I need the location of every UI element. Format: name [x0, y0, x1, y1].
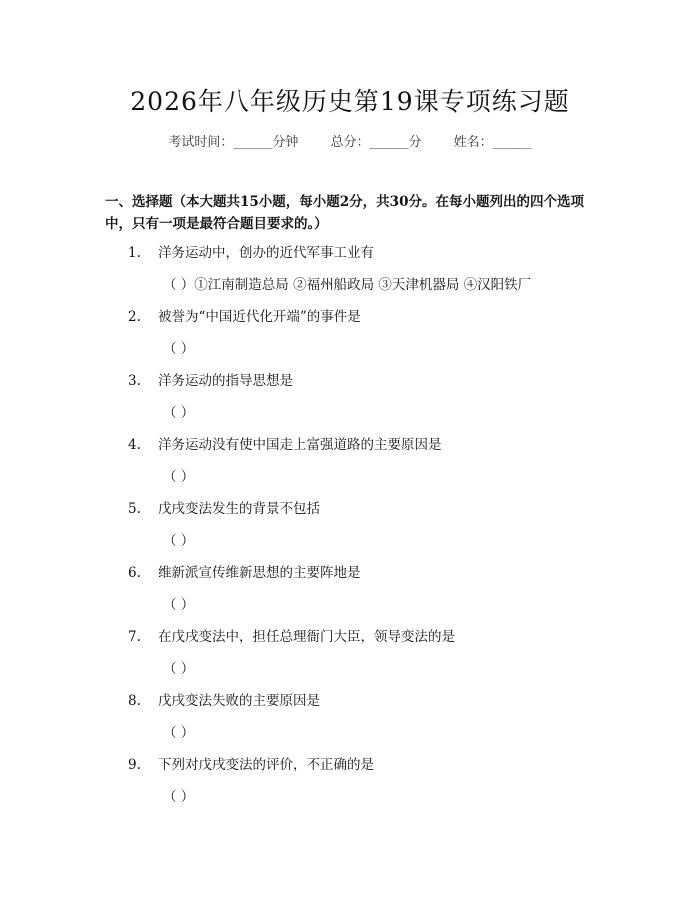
question-item [128, 499, 608, 563]
question-number: 5. [128, 501, 141, 517]
question-number: 1. [128, 245, 141, 261]
question-text: 洋务运动的指导思想是 [158, 373, 293, 389]
question-item [128, 435, 608, 499]
answer-blank: （ ） [163, 597, 195, 613]
question-text: 维新派宣传维新思想的主要阵地是 [158, 565, 361, 581]
question-item [128, 755, 608, 819]
student-name-label: 姓名：______ [453, 135, 532, 150]
question-text: 下列对戊戌变法的评价，不正确的是 [158, 757, 374, 773]
question-number: 6. [128, 565, 141, 581]
question-item [128, 243, 608, 307]
exam-time-label: 考试时间：______分钟 [168, 135, 299, 150]
answer-blank: （ ） [163, 405, 195, 421]
answer-blank: （ ） [163, 533, 195, 549]
question-text: 被誉为“中国近代化开端”的事件是 [158, 309, 361, 325]
question-item [128, 563, 608, 627]
answer-blank: （ ） [163, 661, 195, 677]
total-score-label: 总分：______分 [330, 135, 422, 150]
exam-meta [0, 131, 700, 150]
answer-blank: （ ） [163, 341, 195, 357]
question-text: 戊戌变法失败的主要原因是 [158, 693, 320, 709]
page-title: 2026年八年级历史第19课专项练习题 [130, 87, 570, 116]
question-item [128, 627, 608, 691]
question-text: 洋务运动中，创办的近代军事工业有 [158, 245, 374, 261]
question-number: 9. [128, 757, 141, 773]
question-item [128, 691, 608, 755]
question-text: 洋务运动没有使中国走上富强道路的主要原因是 [158, 437, 442, 453]
question-number: 8. [128, 693, 141, 709]
section-heading: 一、选择题（本大题共15小题，每小题2分，共30分。在每小题列出的四个选项中，只有一项是最符合题目要求的。） [105, 194, 584, 232]
question-text: 在戊戌变法中，担任总理衙门大臣，领导变法的是 [158, 629, 455, 645]
question-number: 3. [128, 373, 141, 389]
answer-blank: （ ）①江南制造总局 ②福州船政局 ③天津机器局 ④汉阳铁厂 [163, 277, 532, 293]
question-item [128, 307, 608, 371]
answer-blank: （ ） [163, 469, 195, 485]
question-number: 4. [128, 437, 141, 453]
question-number: 2. [128, 309, 141, 325]
question-text: 戊戌变法发生的背景不包括 [158, 501, 320, 517]
answer-blank: （ ） [163, 725, 195, 741]
question-number: 7. [128, 629, 141, 645]
answer-blank: （ ） [163, 789, 195, 805]
question-item [128, 371, 608, 435]
question-list [128, 243, 608, 819]
